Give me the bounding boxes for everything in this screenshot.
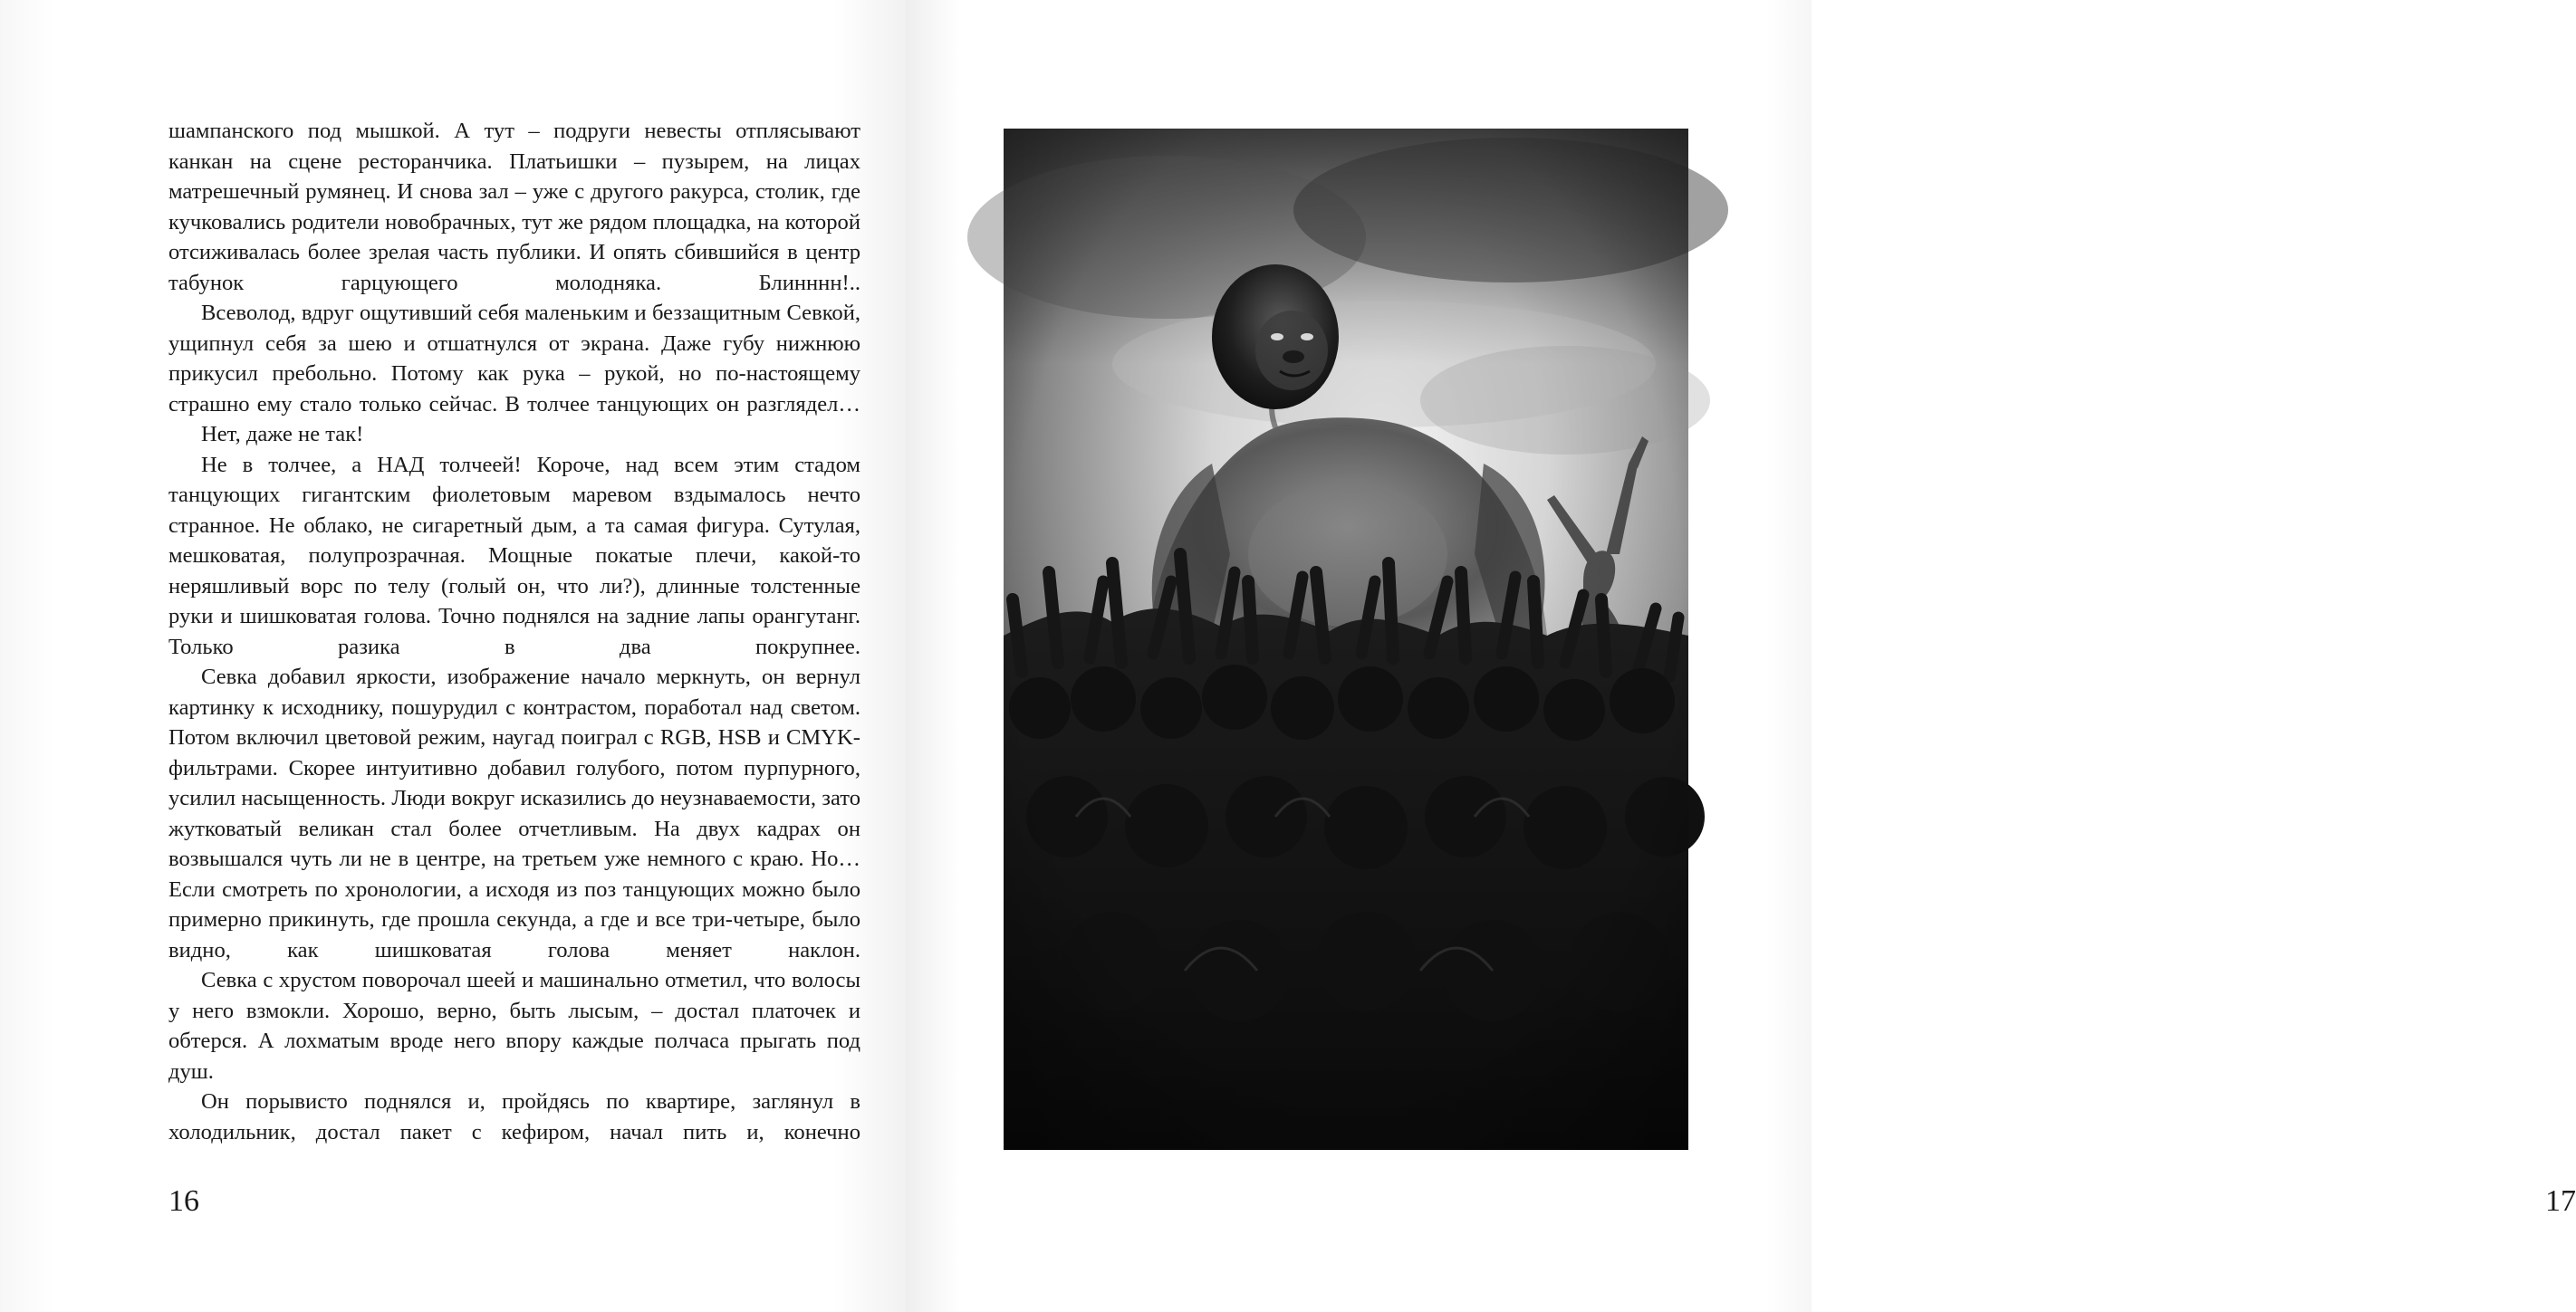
gorilla-over-crowd-illustration xyxy=(1004,129,1688,1150)
paragraph: Севка с хрустом поворочал шеей и машинально отметил, что волосы у него взмокли. Хорошо, верно, быть лысым, – достал платочек и обтерся. А лохматым вроде него впору каждые полчаса прыгать под душ. xyxy=(168,968,860,1084)
body-text xyxy=(168,116,860,1147)
paragraph: Севка добавил яркости, изображение начало меркнуть, он вернул картинку к исходнику, пошурудил с контрастом, поработал над светом. Потом включил цветовой режим, наугад поиграл с RGB, HSB и CMYK-фильтрами. Скорее интуитивно добавил голубого, потом пурпурного, усилил насыщенность. Люди вокруг исказились до неузнаваемости, зато жутковатый великан стал более отчетливым. На двух кадрах он возвышался чуть ли не в центре, на третьем уже немного с краю. Но… Если смотреть по хронологии, а исходя из поз танцующих можно было примерно прикинуть, где прошла секунда, а где и все три-четыре, было видно, как шишковатая голова меняет наклон. xyxy=(168,665,860,962)
paragraph: шампанского под мышкой. А тут – подруги невесты отплясывают канкан на сцене ресторанчика. Платьишки – пузырем, на лицах матрешечный румянец. И снова зал – уже с другого ракурса, столик, где кучковались родители новобрачных, тут же рядом площадка, на которой отсиживалась более зрелая часть публики. И опять сбившийся в центр табунок гарцующего молодняка. Блинннн!.. xyxy=(168,119,860,295)
paragraph: Не в толчее, а НАД толчеей! Короче, над всем этим стадом танцующих гигантским фиолетовым маревом вздымалось нечто странное. Не облако, не сигаретный дым, а та самая фигура. Сутулая, мешковатая, полупрозрачная. Мощные покатые плечи, какой-то неряшливый ворс по телу (голый он, что ли?), длинные толстенные руки и шишковатая голова. Точно поднялся на задние лапы орангутанг. Только разика в два покрупнее. xyxy=(168,452,860,659)
page-number-right: 17 xyxy=(2545,1184,2576,1218)
paragraph: Нет, даже не так! xyxy=(201,422,364,446)
page-number-left: 16 xyxy=(168,1184,199,1218)
paragraph: Всеволод, вдруг ощутивший себя маленьким и беззащитным Севкой, ущипнул себя за шею и отшатнулся от экрана. Даже губу нижнюю прикусил пребольно. Потому как рука – рукой, но по-настоящему страшно ему стало только сейчас. В толчее танцующих он разглядел… xyxy=(168,301,860,417)
paragraph: Он порывисто поднялся и, пройдясь по квартире, заглянул в холодильник, достал пакет с кефиром, начал пить и, конечно xyxy=(168,1089,860,1144)
left-page xyxy=(0,0,906,1312)
